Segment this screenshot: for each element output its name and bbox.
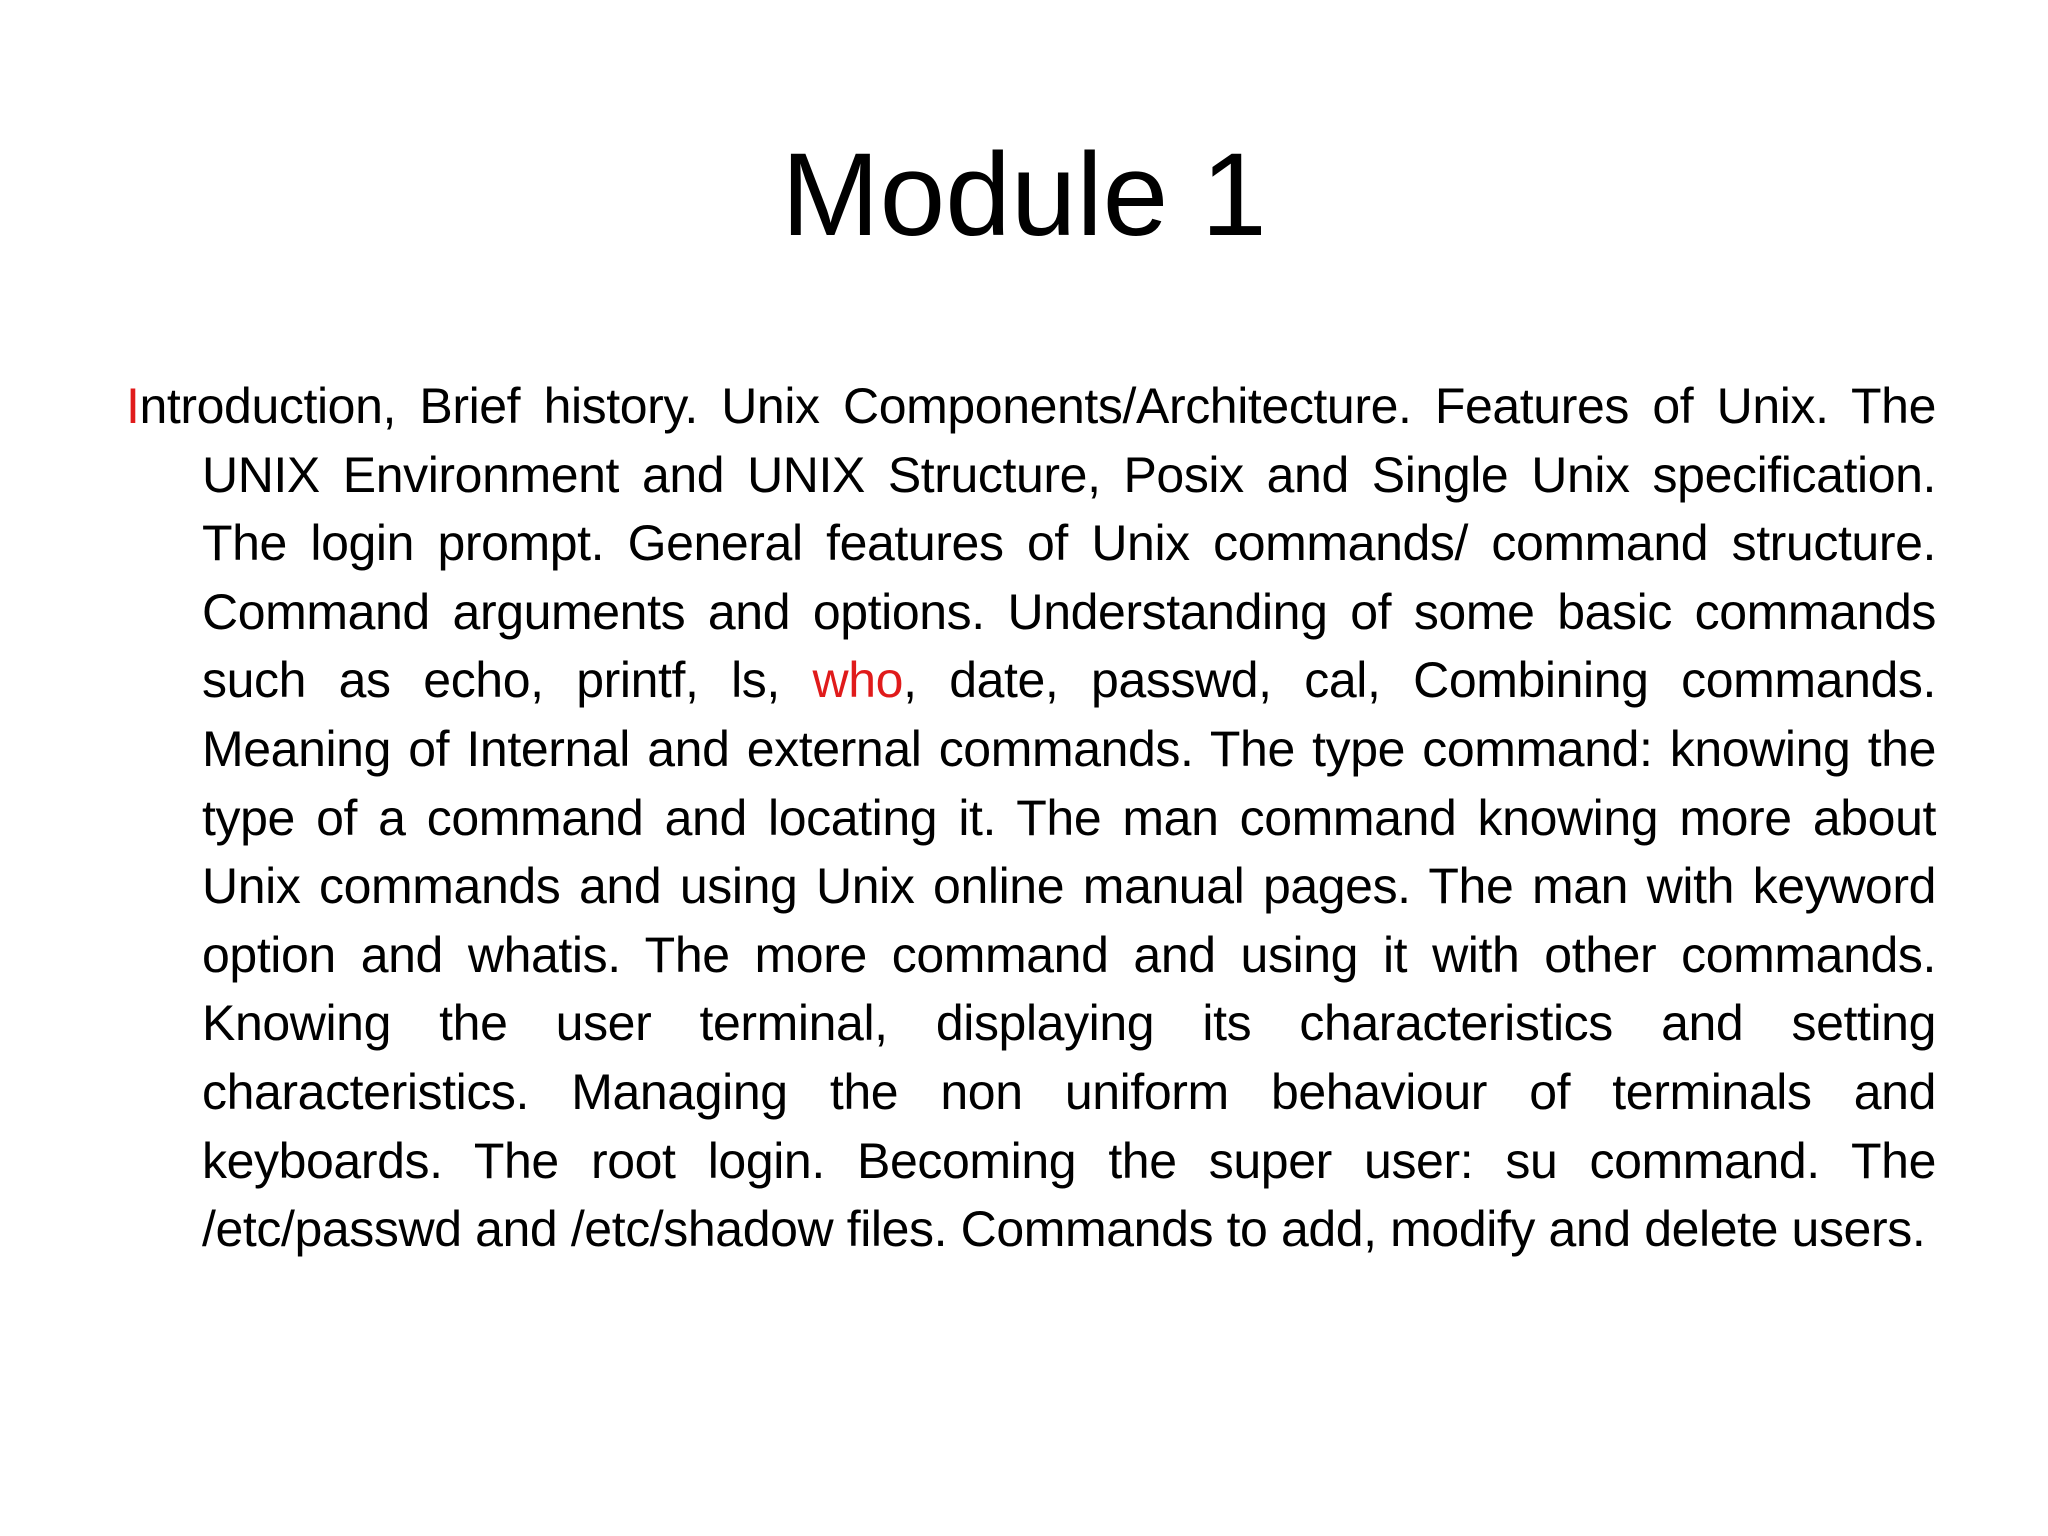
text-before-highlight: ntroduction, Brief history. Unix Components/Architecture. Features of Unix. The UNIX Environment and UNIX Structure, Posix and Single Unix specification. The login prompt. General features of Unix commands/ command structure. Command arguments and options. Understanding of some basic commands such as echo, printf, ls, bbox=[139, 378, 1936, 709]
slide-title: Module 1 bbox=[781, 129, 1267, 261]
highlight-word: who bbox=[812, 652, 904, 709]
text-after-highlight: , date, passwd, cal, Combining commands. Meaning of Internal and external commands. The type command: knowing the type of a command and locating it. The man command knowing more about Unix commands and using Unix online manual pages. The man with keyword option and whatis. The more command and using it with other commands. Knowing the user terminal, displaying its characteristics and setting characteristics. Managing the non uniform behaviour of terminals and keyboards. The root login. Becoming the super user: su command. The /etc/passwd and /etc/shadow files. Commands to add, modify and delete users. bbox=[202, 652, 1936, 1258]
first-letter: I bbox=[126, 378, 140, 434]
module-description bbox=[126, 372, 1936, 1264]
